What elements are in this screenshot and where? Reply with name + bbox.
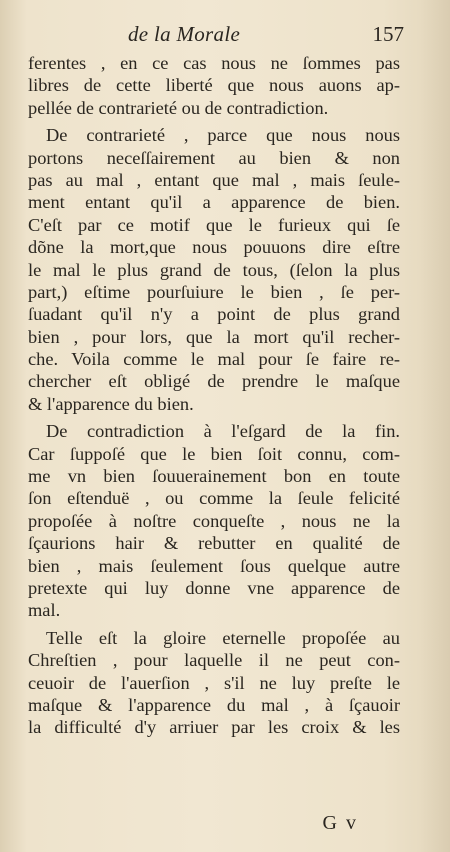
text-line: ſçaurions hair & rebutter en qualité de	[28, 533, 400, 554]
text-line: me vn bien ſouuerainement bon en toute	[28, 466, 400, 487]
text-line: dõne la mort,que nous pouuons dire eſtre	[28, 237, 400, 258]
text-line: C'eſt par ce motif que le furieux qui ſe	[28, 214, 400, 235]
page-header	[22, 22, 404, 52]
text-line: De contrarieté , parce que nous nous	[46, 125, 400, 146]
text-line: maſque & l'apparence du mal , à ſçauoir	[28, 694, 400, 715]
text-line: pas au mal , entant que mal , mais ſeule-	[28, 169, 400, 190]
text-line: pellée de contrarieté ou de contradiction.	[28, 97, 329, 118]
text-line: & l'apparence du bien.	[28, 393, 194, 414]
page-edge-shadow	[420, 0, 450, 852]
text-line: ſon eſtenduë , ou comme la ſeule felicité	[28, 488, 400, 509]
text-line: le mal le plus grand de tous, (ſelon la plus	[28, 259, 400, 280]
text-line: Car ſuppoſé que le bien ſoit connu, com-	[28, 443, 400, 464]
text-line: propoſée à noſtre conqueſte , nous ne la	[28, 510, 400, 531]
text-line: libres de cette liberté que nous auons ap-	[28, 75, 400, 96]
body-text	[28, 52, 400, 739]
page-number: 157	[372, 22, 404, 46]
text-line: ferentes , en ce cas nous ne ſommes pas	[28, 53, 400, 73]
signature-mark: G v	[322, 812, 358, 834]
text-line: portons neceſſairement au bien & non	[28, 147, 400, 168]
text-line: De contradiction à l'eſgard de la fin.	[46, 421, 400, 442]
text-line: mal.	[28, 600, 61, 621]
text-line: pretexte qui luy donne vne apparence de	[28, 577, 400, 598]
text-line: ſuadant qu'il n'y a point de plus grand	[28, 304, 400, 325]
text-line: ment entant qu'il a apparence de bien.	[28, 192, 400, 213]
running-title: de la Morale	[128, 22, 241, 46]
text-line: che. Voila comme le mal pour ſe faire re-	[28, 349, 400, 370]
text-line: Telle eſt la gloire eternelle propoſée au	[46, 627, 400, 648]
text-line: Chreſtien , pour laquelle il ne peut con-	[28, 650, 400, 671]
text-line: ceuoir de l'auerſion , s'il ne luy preſte le	[28, 672, 400, 693]
text-line: bien , pour lors, que la mort qu'il recher-	[28, 326, 400, 347]
text-line: chercher eſt obligé de prendre le maſque	[28, 371, 400, 392]
text-line: part,) eſtime pourſuiure le bien , ſe per-	[28, 281, 400, 302]
text-line: la difficulté d'y arriuer par les croix & les	[28, 717, 400, 738]
text-line: bien , mais ſeulement ſous quelque autre	[28, 555, 400, 576]
